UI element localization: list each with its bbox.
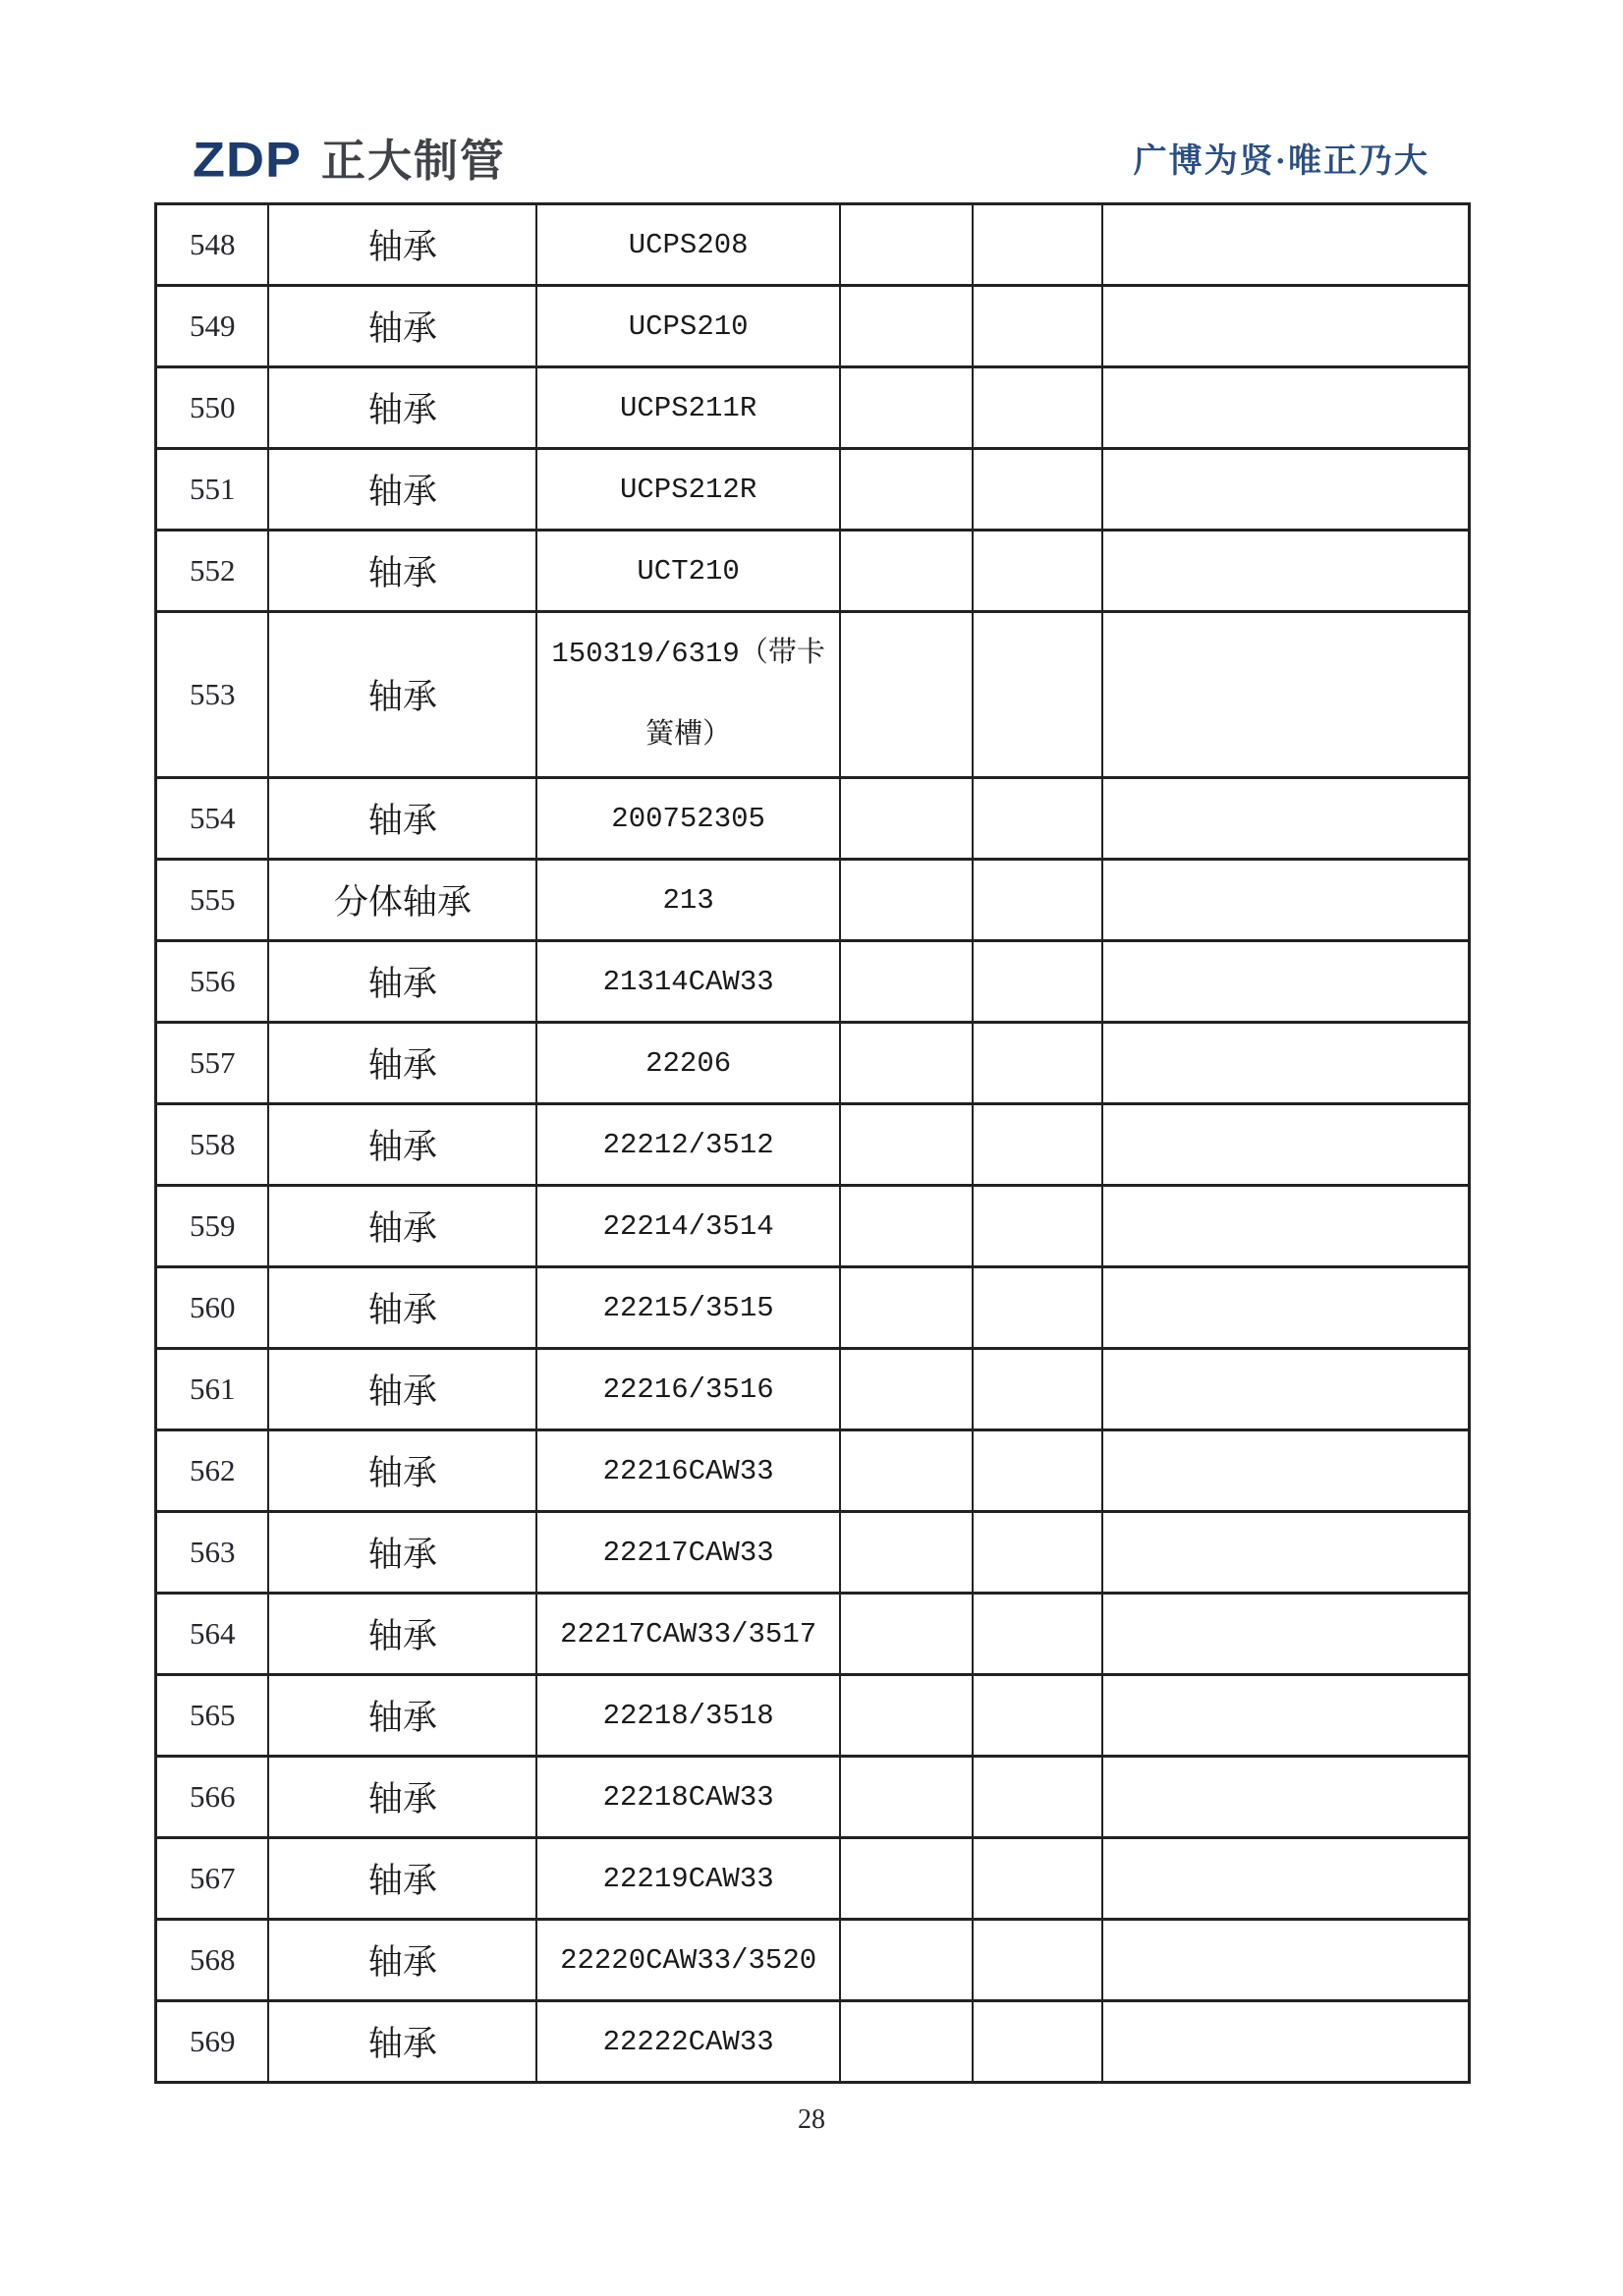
table-row — [156, 449, 1470, 531]
model-cell: UCPS211R — [536, 367, 840, 449]
page-number: 28 — [798, 2104, 825, 2135]
part-name-cell: 轴承 — [268, 1186, 536, 1267]
row-number-cell: 552 — [156, 531, 269, 612]
blank-cell-2 — [973, 1186, 1102, 1267]
table-row — [156, 778, 1470, 860]
blank-cell-1 — [840, 1920, 973, 2001]
model-cell: 22222CAW33 — [536, 2001, 840, 2083]
model-cell: 22216/3516 — [536, 1349, 840, 1430]
row-number-cell: 568 — [156, 1920, 269, 2001]
model-cell: 22217CAW33 — [536, 1512, 840, 1594]
blank-cell-2 — [973, 1512, 1102, 1594]
blank-cell-2 — [973, 1920, 1102, 2001]
blank-cell-3 — [1102, 449, 1469, 531]
blank-cell-2 — [973, 367, 1102, 449]
blank-cell-2 — [973, 860, 1102, 941]
blank-cell-1 — [840, 612, 973, 778]
table-row — [156, 1430, 1470, 1512]
blank-cell-3 — [1102, 1594, 1469, 1675]
table-row — [156, 941, 1470, 1023]
blank-cell-3 — [1102, 286, 1469, 367]
blank-cell-1 — [840, 1512, 973, 1594]
row-number-cell: 564 — [156, 1594, 269, 1675]
row-number-cell: 549 — [156, 286, 269, 367]
model-cell: UCPS210 — [536, 286, 840, 367]
row-number-cell: 569 — [156, 2001, 269, 2083]
blank-cell-3 — [1102, 2001, 1469, 2083]
model-cell: 22212/3512 — [536, 1104, 840, 1186]
blank-cell-2 — [973, 1430, 1102, 1512]
table-row — [156, 612, 1470, 778]
row-number-cell: 555 — [156, 860, 269, 941]
part-name-cell: 轴承 — [268, 449, 536, 531]
model-cell: UCPS208 — [536, 204, 840, 286]
blank-cell-1 — [840, 778, 973, 860]
part-name-cell: 分体轴承 — [268, 860, 536, 941]
part-name-cell: 轴承 — [268, 941, 536, 1023]
model-cell: 200752305 — [536, 778, 840, 860]
blank-cell-3 — [1102, 531, 1469, 612]
blank-cell-1 — [840, 2001, 973, 2083]
blank-cell-3 — [1102, 1267, 1469, 1349]
blank-cell-2 — [973, 286, 1102, 367]
blank-cell-2 — [973, 2001, 1102, 2083]
part-name-cell: 轴承 — [268, 1267, 536, 1349]
row-number-cell: 554 — [156, 778, 269, 860]
table-row — [156, 1838, 1470, 1920]
blank-cell-3 — [1102, 1920, 1469, 2001]
blank-cell-2 — [973, 1675, 1102, 1757]
part-name-cell: 轴承 — [268, 1430, 536, 1512]
model-cell: UCT210 — [536, 531, 840, 612]
model-cell: 22218CAW33 — [536, 1757, 840, 1838]
blank-cell-1 — [840, 1594, 973, 1675]
blank-cell-2 — [973, 1594, 1102, 1675]
row-number-cell: 550 — [156, 367, 269, 449]
part-name-cell: 轴承 — [268, 1838, 536, 1920]
page-footer — [0, 2104, 1623, 2136]
row-number-cell: 558 — [156, 1104, 269, 1186]
blank-cell-2 — [973, 1104, 1102, 1186]
table-row — [156, 1104, 1470, 1186]
blank-cell-2 — [973, 1023, 1102, 1104]
model-cell: 22216CAW33 — [536, 1430, 840, 1512]
blank-cell-1 — [840, 1267, 973, 1349]
table-row — [156, 1920, 1470, 2001]
row-number-cell: 567 — [156, 1838, 269, 1920]
blank-cell-3 — [1102, 367, 1469, 449]
table-row — [156, 531, 1470, 612]
blank-cell-2 — [973, 449, 1102, 531]
blank-cell-1 — [840, 1349, 973, 1430]
blank-cell-3 — [1102, 778, 1469, 860]
blank-cell-1 — [840, 1757, 973, 1838]
table-row — [156, 204, 1470, 286]
row-number-cell: 548 — [156, 204, 269, 286]
company-logo — [193, 132, 506, 189]
blank-cell-2 — [973, 1349, 1102, 1430]
model-cell: UCPS212R — [536, 449, 840, 531]
blank-cell-2 — [973, 1757, 1102, 1838]
blank-cell-1 — [840, 1186, 973, 1267]
row-number-cell: 559 — [156, 1186, 269, 1267]
blank-cell-3 — [1102, 1675, 1469, 1757]
blank-cell-3 — [1102, 1023, 1469, 1104]
table-row — [156, 1267, 1470, 1349]
table-row — [156, 367, 1470, 449]
blank-cell-3 — [1102, 1186, 1469, 1267]
blank-cell-3 — [1102, 612, 1469, 778]
part-name-cell: 轴承 — [268, 1920, 536, 2001]
blank-cell-1 — [840, 1104, 973, 1186]
model-cell: 22217CAW33/3517 — [536, 1594, 840, 1675]
model-cell: 22219CAW33 — [536, 1838, 840, 1920]
blank-cell-1 — [840, 449, 973, 531]
parts-table — [154, 202, 1471, 2084]
blank-cell-1 — [840, 531, 973, 612]
blank-cell-3 — [1102, 1757, 1469, 1838]
blank-cell-1 — [840, 204, 973, 286]
part-name-cell: 轴承 — [268, 612, 536, 778]
table-row — [156, 1675, 1470, 1757]
row-number-cell: 565 — [156, 1675, 269, 1757]
part-name-cell: 轴承 — [268, 1349, 536, 1430]
row-number-cell: 563 — [156, 1512, 269, 1594]
table-row — [156, 1594, 1470, 1675]
table-row — [156, 1349, 1470, 1430]
blank-cell-1 — [840, 941, 973, 1023]
part-name-cell: 轴承 — [268, 1757, 536, 1838]
blank-cell-2 — [973, 1838, 1102, 1920]
blank-cell-3 — [1102, 1104, 1469, 1186]
row-number-cell: 551 — [156, 449, 269, 531]
blank-cell-2 — [973, 204, 1102, 286]
row-number-cell: 566 — [156, 1757, 269, 1838]
part-name-cell: 轴承 — [268, 286, 536, 367]
part-name-cell: 轴承 — [268, 2001, 536, 2083]
model-cell: 21314CAW33 — [536, 941, 840, 1023]
logo-zdp-mark: ZDP — [193, 133, 302, 188]
blank-cell-3 — [1102, 1838, 1469, 1920]
blank-cell-2 — [973, 778, 1102, 860]
table-row — [156, 860, 1470, 941]
model-cell: 22214/3514 — [536, 1186, 840, 1267]
blank-cell-2 — [973, 1267, 1102, 1349]
model-cell: 22206 — [536, 1023, 840, 1104]
parts-table-body — [156, 204, 1470, 2083]
part-name-cell: 轴承 — [268, 1023, 536, 1104]
row-number-cell: 553 — [156, 612, 269, 778]
table-row — [156, 286, 1470, 367]
blank-cell-2 — [973, 612, 1102, 778]
blank-cell-1 — [840, 1430, 973, 1512]
row-number-cell: 561 — [156, 1349, 269, 1430]
blank-cell-2 — [973, 941, 1102, 1023]
model-cell: 22220CAW33/3520 — [536, 1920, 840, 2001]
row-number-cell: 556 — [156, 941, 269, 1023]
model-cell: 150319/6319（带卡簧槽） — [536, 612, 840, 778]
blank-cell-3 — [1102, 1512, 1469, 1594]
blank-cell-3 — [1102, 204, 1469, 286]
row-number-cell: 557 — [156, 1023, 269, 1104]
row-number-cell: 560 — [156, 1267, 269, 1349]
model-cell: 22215/3515 — [536, 1267, 840, 1349]
blank-cell-3 — [1102, 1430, 1469, 1512]
part-name-cell: 轴承 — [268, 1104, 536, 1186]
blank-cell-3 — [1102, 1349, 1469, 1430]
blank-cell-3 — [1102, 860, 1469, 941]
blank-cell-2 — [973, 531, 1102, 612]
blank-cell-1 — [840, 1675, 973, 1757]
row-number-cell: 562 — [156, 1430, 269, 1512]
company-slogan: 广博为贤·唯正乃大 — [1133, 143, 1429, 180]
table-row — [156, 1023, 1470, 1104]
part-name-cell: 轴承 — [268, 1675, 536, 1757]
blank-cell-3 — [1102, 941, 1469, 1023]
table-row — [156, 1512, 1470, 1594]
part-name-cell: 轴承 — [268, 204, 536, 286]
part-name-cell: 轴承 — [268, 1512, 536, 1594]
part-name-cell: 轴承 — [268, 778, 536, 860]
part-name-cell: 轴承 — [268, 367, 536, 449]
part-name-cell: 轴承 — [268, 1594, 536, 1675]
table-row — [156, 1186, 1470, 1267]
table-row — [156, 2001, 1470, 2083]
blank-cell-1 — [840, 1838, 973, 1920]
logo-company-name: 正大制管 — [321, 135, 507, 186]
part-name-cell: 轴承 — [268, 531, 536, 612]
blank-cell-1 — [840, 367, 973, 449]
table-row — [156, 1757, 1470, 1838]
model-cell: 22218/3518 — [536, 1675, 840, 1757]
blank-cell-1 — [840, 860, 973, 941]
model-cell: 213 — [536, 860, 840, 941]
blank-cell-1 — [840, 1023, 973, 1104]
blank-cell-1 — [840, 286, 973, 367]
